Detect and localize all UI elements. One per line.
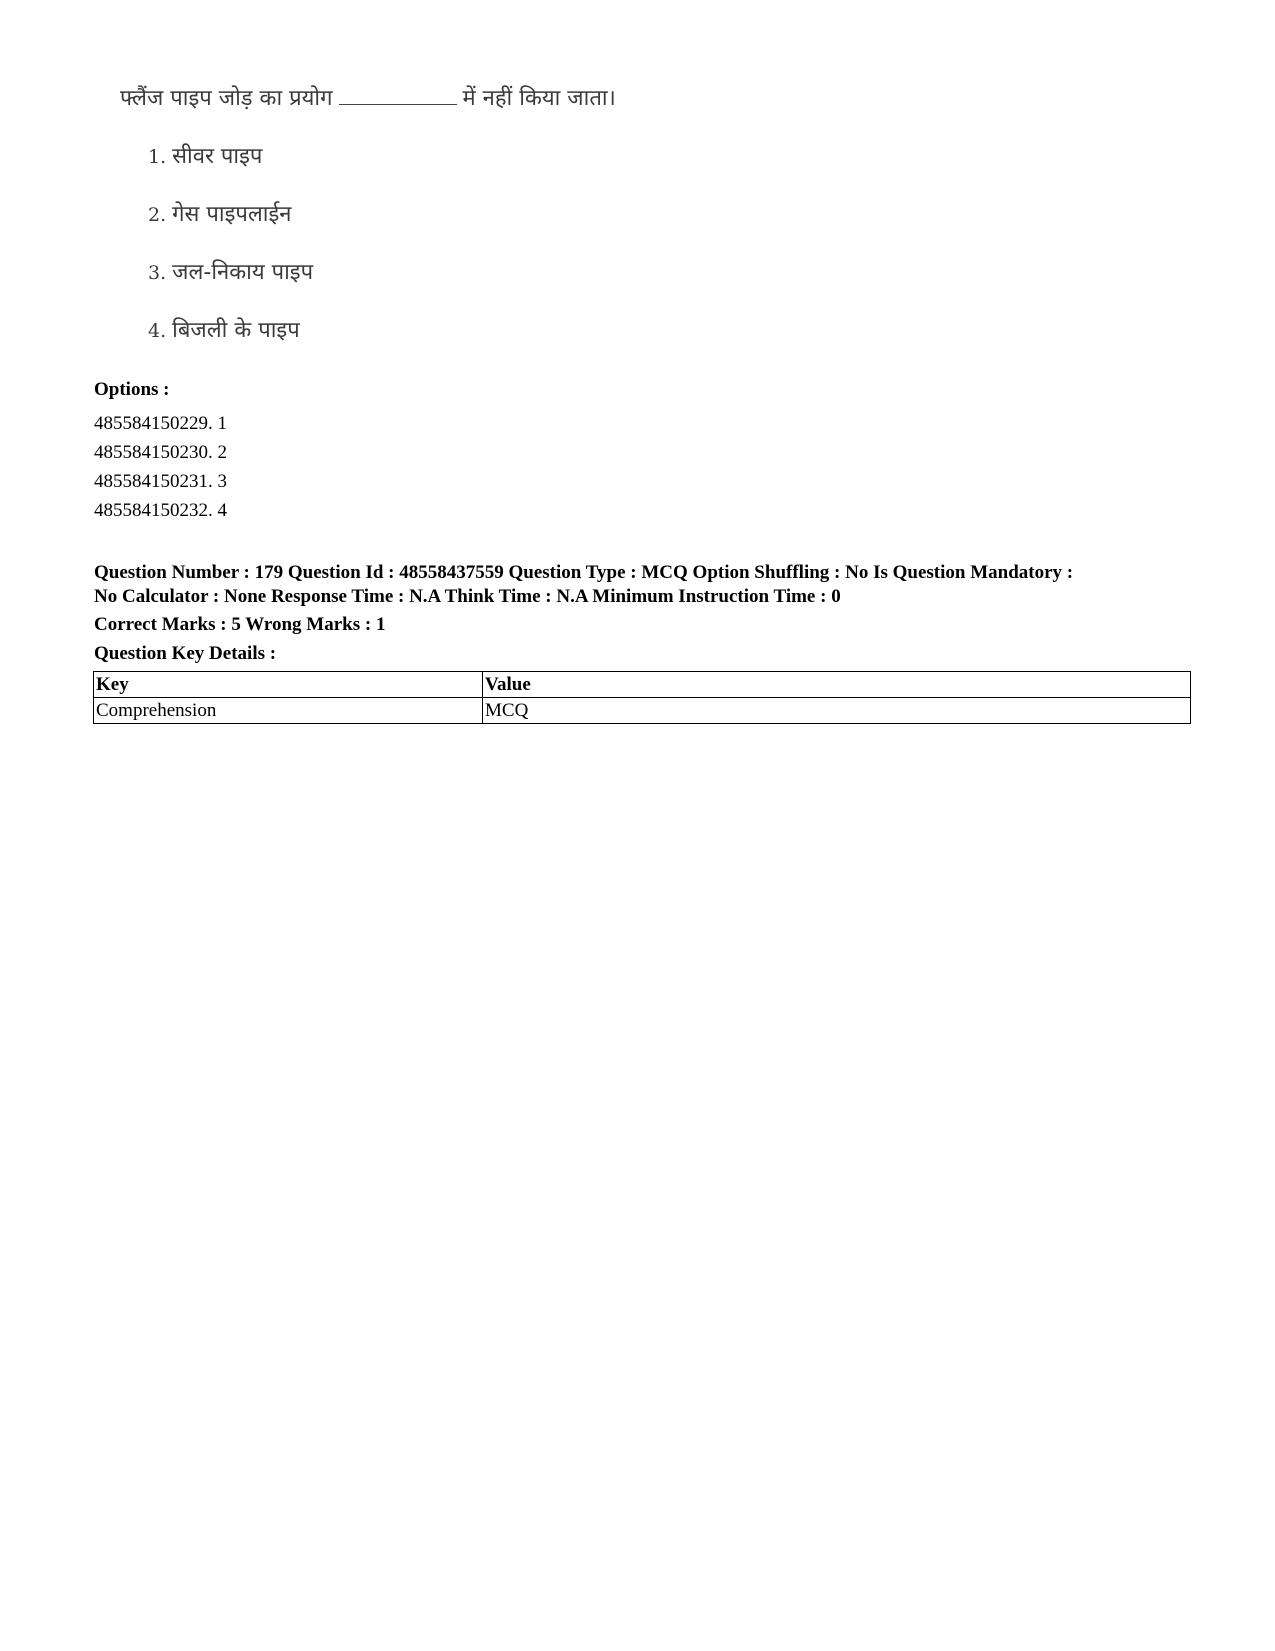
table-header-cell: Value	[483, 672, 1191, 698]
question-text	[120, 82, 680, 116]
option-item: 485584150231. 3	[94, 471, 227, 492]
marks-line: Correct Marks : 5 Wrong Marks : 1	[94, 614, 386, 635]
question-option-text: सीवर पाइप	[172, 144, 263, 169]
question-text-after: में नहीं किया जाता।	[462, 86, 616, 111]
options-list	[94, 409, 227, 525]
question-option-number: 1.	[148, 146, 167, 168]
table-header-cell: Key	[94, 672, 483, 698]
table-row	[94, 698, 1191, 724]
options-heading: Options :	[94, 379, 170, 400]
option-item: 485584150232. 4	[94, 500, 227, 521]
question-option	[148, 198, 313, 256]
option-item: 485584150229. 1	[94, 413, 227, 434]
table-cell: Comprehension	[94, 698, 483, 724]
question-meta	[94, 561, 1194, 609]
question-image	[120, 82, 680, 343]
option-item: 485584150230. 2	[94, 442, 227, 463]
question-option-text: गेस पाइपलाईन	[172, 202, 292, 227]
question-meta-line: No Calculator : None Response Time : N.A Think Time : N.A Minimum Instruction Time : 0	[94, 586, 841, 607]
question-option-text: जल-निकाय पाइप	[172, 260, 314, 285]
question-option	[148, 256, 313, 314]
question-option-number: 4.	[148, 320, 167, 342]
question-meta-line: Question Number : 179 Question Id : 48558437559 Question Type : MCQ Option Shuffling : No Is Question Mandatory :	[94, 562, 1074, 583]
question-option	[148, 314, 313, 372]
key-details-table	[93, 671, 1191, 724]
question-option-number: 2.	[148, 204, 167, 226]
question-option-number: 3.	[148, 262, 167, 284]
table-header-row	[94, 672, 1191, 698]
question-option-text: बिजली के पाइप	[172, 318, 300, 343]
question-option	[148, 140, 313, 198]
key-details-heading: Question Key Details :	[94, 643, 277, 664]
question-option-list	[148, 140, 313, 372]
question-blank	[339, 86, 457, 105]
question-text-before: फ्लैंज पाइप जोड़ का प्रयोग	[120, 86, 333, 111]
table-cell: MCQ	[483, 698, 1191, 724]
